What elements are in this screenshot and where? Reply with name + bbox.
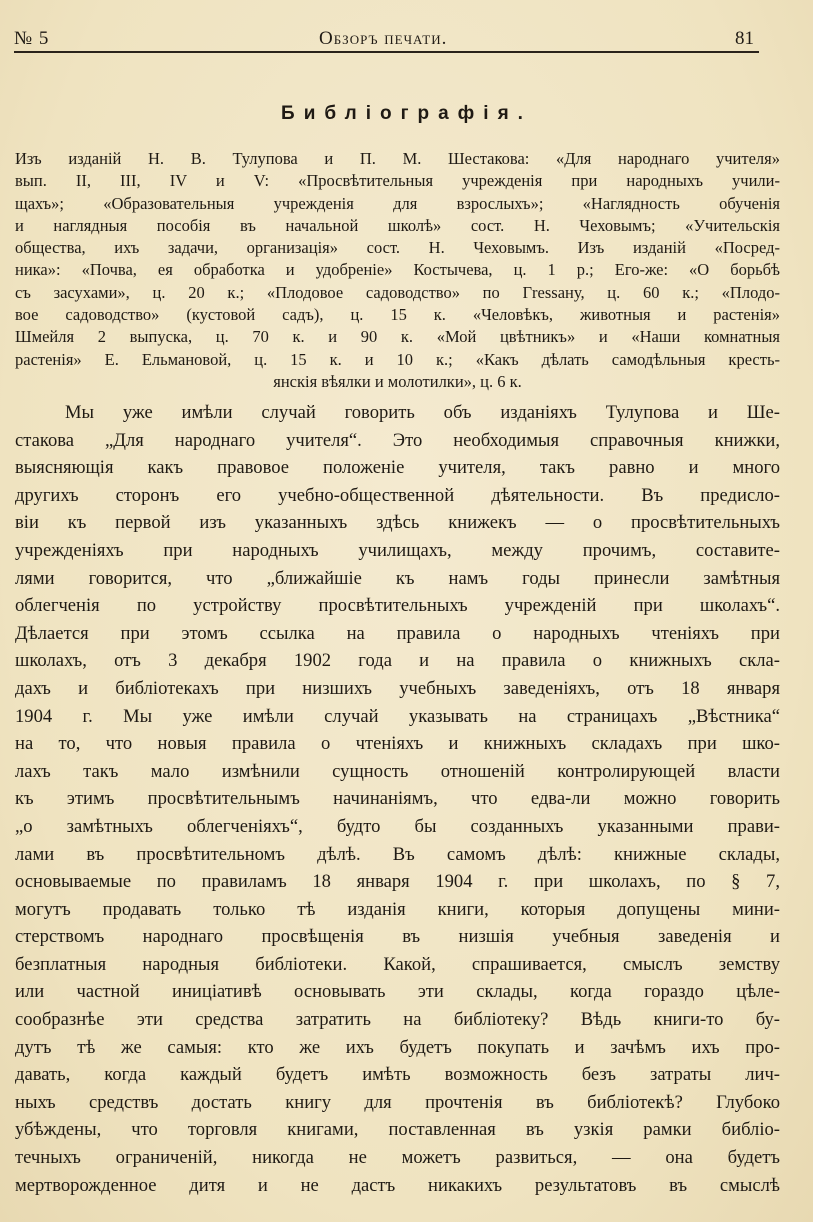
body-line: 1904 г. Мы уже имѣли случай указывать на страницахъ „Вѣстника“ <box>15 705 780 727</box>
bibliography-line: щахъ»; «Образовательныя учрежденія для взрослыхъ»; «Наглядность обученія <box>15 193 780 213</box>
page-number: 81 <box>735 28 754 49</box>
body-line: убѣждены, что торговля книгами, поставленная въ узкія рамки библіо- <box>15 1119 780 1141</box>
running-title: Обзоръ печати. <box>319 28 448 49</box>
body-line: къ этимъ просвѣтительнымъ начинаніямъ, что едва-ли можно говорить <box>15 788 780 810</box>
body-line: учрежденіяхъ при народныхъ училищахъ, между прочимъ, составите- <box>15 539 780 561</box>
body-line: безплатныя народныя библіотеки. Какой, спрашивается, смыслъ земству <box>15 953 780 975</box>
body-line: другихъ сторонъ его учебно-общественной дѣятельности. Въ предисло- <box>15 484 780 506</box>
body-line: Дѣлается при этомъ ссылка на правила о народныхъ чтеніяхъ при <box>15 622 780 644</box>
header-rule <box>14 51 759 53</box>
body-line: выясняющія какъ правовое положеніе учителя, такъ равно и много <box>15 457 780 479</box>
issue-number: № 5 <box>14 28 50 49</box>
body-line: стакова „Для народнаго учителя“. Это необходимыя справочныя книжки, <box>15 429 780 451</box>
body-line: давать, когда каждый будетъ имѣть возможность безъ затраты лич- <box>15 1064 780 1086</box>
bibliography-line: ника»: «Почва, ея обработка и удобреніе» Костычева, ц. 1 р.; Его-же: «О борьбѣ <box>15 260 780 280</box>
bibliography-block <box>15 148 780 393</box>
bibliography-line: Шмейля 2 выпуска, ц. 70 к. и 90 к. «Мой цвѣтникъ» и «Наши комнатныя <box>15 327 780 347</box>
body-line: Мы уже имѣли случай говорить объ изданіяхъ Тулупова и Ше- <box>65 402 780 423</box>
body-line: стерствомъ народнаго просвѣщенія въ низшія учебныя заведенія и <box>15 926 780 948</box>
bibliography-line: янскія вѣялки и молотилки», ц. 6 к. <box>273 371 522 391</box>
bibliography-line: Изъ изданій Н. В. Тулупова и П. М. Шестакова: «Для народнаго учителя» <box>15 149 780 168</box>
body-line: на то, что новыя правила о чтеніяхъ и книжныхъ складахъ при шко- <box>15 733 780 755</box>
body-line: лахъ такъ мало измѣнили сущность отношеній контролирующей власти <box>15 760 780 782</box>
bibliography-line: общества, ихъ задачи, организація» сост. Н. Чеховымъ. Изъ изданій «Посред- <box>15 238 780 258</box>
body-line: школахъ, отъ 3 декабря 1902 года и на правила о книжныхъ скла- <box>15 650 780 672</box>
running-header <box>14 26 754 54</box>
article-body <box>15 399 780 1199</box>
bibliography-line: вып. II, III, IV и V: «Просвѣтительныя учрежденія при народныхъ учили- <box>15 171 780 191</box>
body-line: течныхъ ограниченій, никогда не можетъ развиться, — она будетъ <box>15 1147 780 1169</box>
body-line: дутъ тѣ же самыя: кто же ихъ будетъ покупать и зачѣмъ ихъ про- <box>15 1036 780 1058</box>
bibliography-line: вое садоводство» (кустовой садъ), ц. 15 к. «Человѣкъ, животныя и растенія» <box>15 305 780 325</box>
body-line: дахъ и библіотекахъ при низшихъ учебныхъ заведеніяхъ, отъ 18 января <box>15 677 780 699</box>
body-line: віи къ первой изъ указанныхъ здѣсь книжекъ — о просвѣтительныхъ <box>15 512 780 534</box>
body-line: основываемые по правиламъ 18 января 1904 г. при школахъ, по § 7, <box>15 871 780 893</box>
body-line: лами въ просвѣтительномъ дѣлѣ. Въ самомъ дѣлѣ: книжные склады, <box>15 843 780 865</box>
body-line: лями говорится, что „ближайшіе къ намъ годы принесли замѣтныя <box>15 567 780 589</box>
bibliography-line: растенія» Е. Ельмановой, ц. 15 к. и 10 к.; «Какъ дѣлать самодѣльныя кресть- <box>15 349 780 369</box>
body-line: могутъ продавать только тѣ изданія книги, которыя допущены мини- <box>15 898 780 920</box>
body-line: ныхъ средствъ достать книгу для прочтенія въ библіотекѣ? Глубоко <box>15 1091 780 1113</box>
body-line: мертворожденное дитя и не дастъ никакихъ результатовъ въ смыслѣ <box>15 1174 780 1196</box>
body-line: облегченія по устройству просвѣтительныхъ учрежденій при школахъ“. <box>15 595 780 617</box>
bibliography-line: съ засухами», ц. 20 к.; «Плодовое садоводство» по Гressану, ц. 60 к.; «Плодо- <box>15 282 780 302</box>
body-line: „о замѣтныхъ облегченіяхъ“, будто бы созданныхъ указанными прави- <box>15 815 780 837</box>
section-title: Библіографія. <box>281 103 532 124</box>
body-line: сообразнѣе эти средства затратить на библіотеку? Вѣдь книги-то бу- <box>15 1009 780 1031</box>
body-line: или частной иниціативѣ основывать эти склады, когда гораздо цѣле- <box>15 981 780 1003</box>
bibliography-line: и наглядныя пособія въ начальной школѣ» сост. Н. Чеховымъ; «Учительскія <box>15 215 780 235</box>
